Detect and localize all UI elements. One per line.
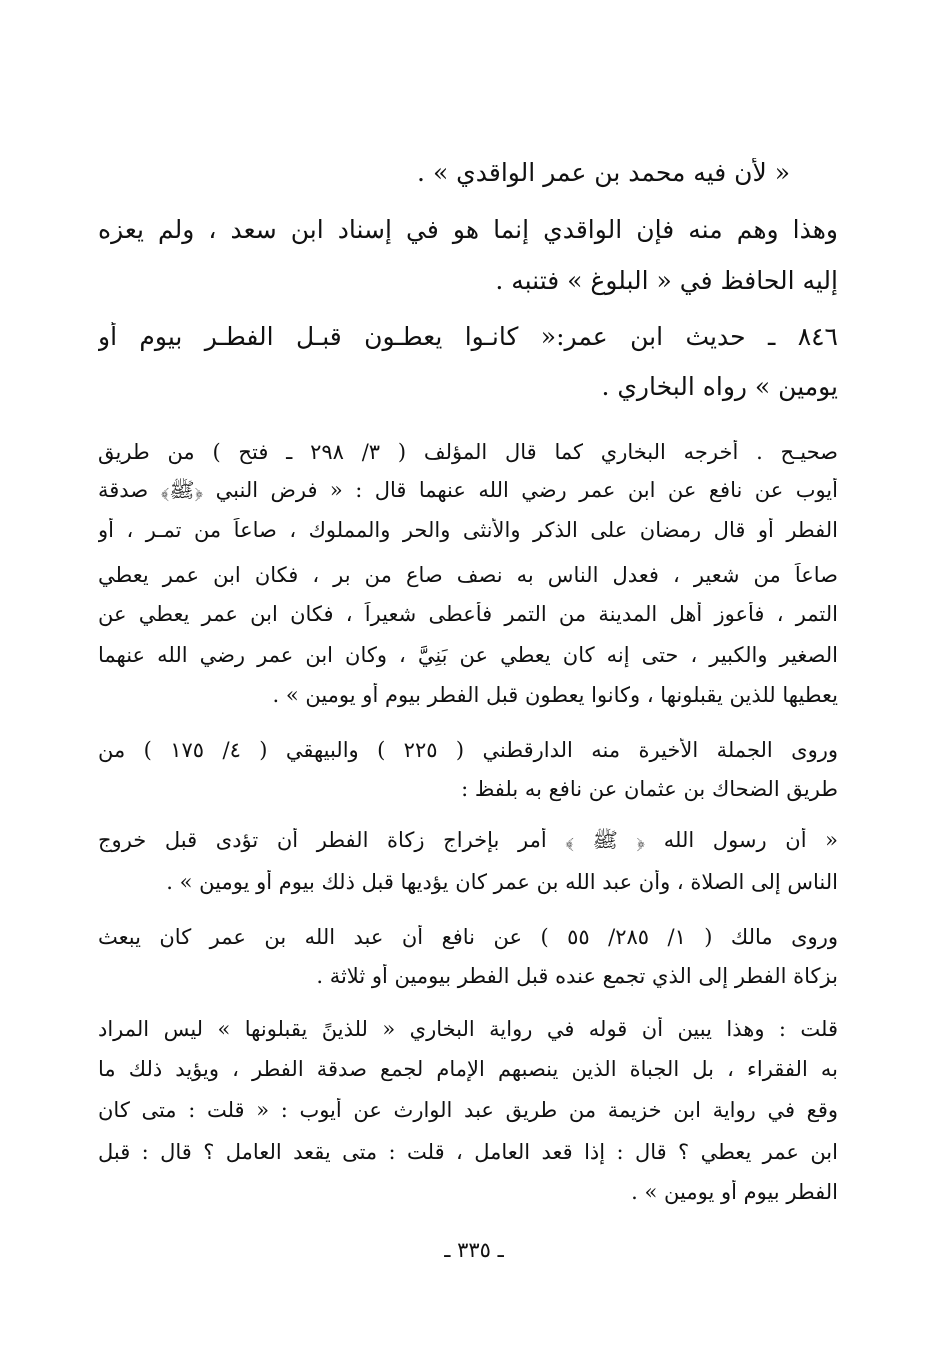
text-line: وقع في رواية ابن خزيمة من طريق عبد الوارث عن أيوب : « قلت : متى كان [98, 1098, 838, 1122]
text-line: إليه الحافظ في « البلوغ » فتنبه . [495, 266, 838, 295]
text-line: صحيـح . أخرجه البخاري كما قال المؤلف ( ٣/ ٢٩٨ ـ فتح ) من طريق [98, 440, 838, 464]
text-line: أيوب عن نافع عن ابن عمر رضي الله عنهما قال : « فرض النبي ﴿ﷺ﴾ صدقة [98, 478, 838, 502]
text-line: به الفقراء ، بل الجباة الذين ينصبهم الإمام لجمع صدقة الفطر ، ويؤيد ذلك ما [98, 1057, 838, 1081]
text-line: يومين » رواه البخاري . [601, 372, 838, 401]
text-line: قلت : وهذا يبين أن قوله في رواية البخاري « للذينً يقبلونها » ليس المراد [98, 1017, 838, 1041]
text-line: بزكاة الفطر إلى الذي تجمع عنده قبل الفطر بيومين أو ثلاثة . [316, 964, 838, 988]
text-line: يعطيها للذين يقبلونها ، وكانوا يعطون قبل الفطر بيوم أو يومين » . [272, 683, 838, 707]
text-line: الناس إلى الصلاة ، وأن عبد الله بن عمر كان يؤديها قبل ذلك بيوم أو يومين » . [166, 870, 838, 894]
text-line: التمر ، فأعوز أهل المدينة من التمر فأعطى شعيراً ، فكان ابن عمر يعطي عن [98, 602, 838, 626]
text-line: وهذا وهم منه فإن الواقدي إنما هو في إسناد ابن سعد ، ولم يعزه [98, 215, 838, 244]
text-line: ابن عمر يعطي ؟ قال : إذا قعد العامل ، قلت : متى يقعد العامل ؟ قال : قبل [98, 1140, 838, 1164]
text-line: صاعاً من شعير ، فعدل الناس به نصف صاع من بر ، فكان ابن عمر يعطي [98, 563, 838, 587]
text-line: « لأن فيه محمد بن عمر الواقدي » . [417, 158, 790, 187]
page-number: ـ ٣٣٥ ـ [444, 1238, 504, 1262]
text-line: الفطر بيوم أو يومين » . [631, 1180, 838, 1204]
text-line: وروى مالك ( ١/ ٢٨٥/ ٥٥ ) عن نافع أن عبد الله بن عمر كان يبعث [98, 925, 838, 949]
hadith-heading: ٨٤٦ ـ حديث ابن عمر:« كانـوا يعطـون قبـل الفطـر بيوم أو [98, 322, 838, 351]
text-line: الفطر أو قال رمضان على الذكر والأنثى والحر والمملوك ، صاعاً من تمـر ، أو [98, 518, 838, 542]
text-line: وروى الجملة الأخيرة منه الدارقطني ( ٢٢٥ ) والبيهقي ( ٤/ ١٧٥ ) من [98, 738, 838, 762]
text-line: « أن رسول الله ﴿ ﷺ ﴾ أمر بإخراج زكاة الفطر أن تؤدى قبل خروج [98, 828, 838, 852]
text-line: طريق الضحاك بن عثمان عن نافع به بلفظ : [461, 777, 838, 801]
text-line: الصغير والكبير ، حتى إنه كان يعطي عن بَنِيَّ ، وكان ابن عمر رضي الله عنهما [98, 643, 838, 667]
